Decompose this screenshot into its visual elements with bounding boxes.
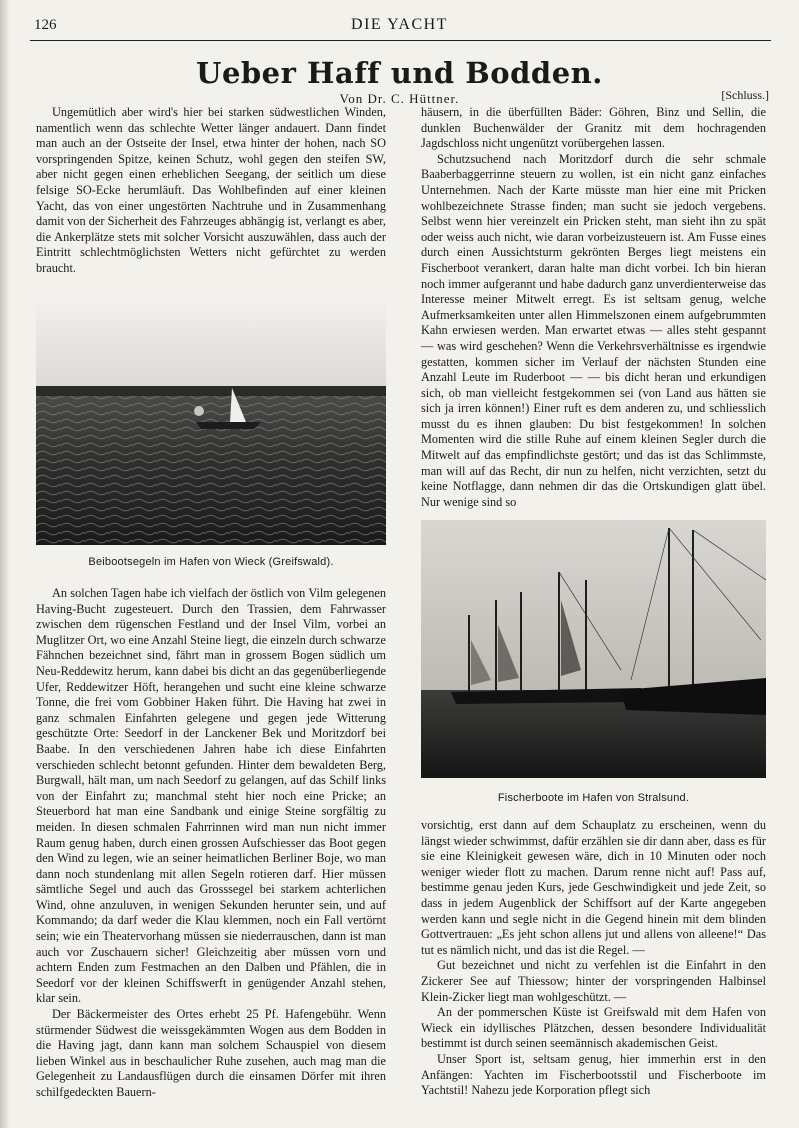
right-column-top	[421, 105, 766, 513]
article-title: Ueber Haff und Bodden.	[196, 56, 603, 90]
continued-note: [Schluss.]	[721, 88, 769, 102]
running-head: DIE YACHT	[351, 16, 448, 33]
paragraph: An der pommerschen Küste ist Greifswald mit dem Hafen von Wieck ein idyllisches Plätzchen, dessen besondere Individualität bestimmt ist durch seinen seemännisch akademischen Geist.	[421, 1005, 766, 1051]
paragraph: Unser Sport ist, seltsam genug, hier immerhin erst in den Anfängen: Yachten im Fischerbootsstil und Fischerboote im Yachtstil! Nahezu jede Korporation pflegt sich	[421, 1051, 766, 1098]
paragraph: An solchen Tagen habe ich vielfach der östlich von Vilm gelegenen Having-Bucht zugesteuert. Durch den Trassien, dem Fahrwasser zwischen dem rügenschen Festland und der Insel Vilm, vorbei an Muglitzer Ort, wo eine Anzahl Steine liegt, die einzeln durch schwarze Fähnchen bezeichnet sind, fährt man in grossem Bogen südlich um Neu-Reddewitz herum, kann dabei bis dicht an das gegenüberliegende Ufer, Reddewitzer Höft, herangehen und sucht eine kleine schwarze Tonne, die frei vom Gobbiner Haken führt. Die Having hat zwei in ganz schmalen Einfahrten gelegene und gegen jede Witterung geschützte Orte: Seedorf in der Lanckener Bek und Moritzdorf bei Baabe. In den verschiedenen Jahren habe ich diese Einfahrten verschieden schlecht betonnt gefunden. Hinter dem bewaldeten Berg, Burgwall, hält man, um nach Seedorf zu gelangen, auf das Schilf links von der Einfahrt zu; manchmal steht hier noch eine Pricke; an Steuerbord hat man eine Sandbank und einige Steine sorgfältig zu meiden. In diesen schmalen Fahrrinnen wird man nun nicht immer Raum genug haben, durch einen grossen Aufschiesser das Boot gegen den Wind zu legen, wie an seiner heimatlichen Berliner Boje, wo man dann noch stundenlang mit allen Segeln rotieren darf. Hier müssen sämtliche Segel und auch das Grosssegel bei starkem achterlichen Wind, ohne anzuluven, in wenigen Sekunden herunter sein, und auf Kommando; da darf weder die Klau klemmen, noch ein Fall vertörnt sein; wie ein Theatervorhang müssen sie niederrauschen, dann ist man auch vor Zuschauern sicher! Gleichzeitig aber müssen vorn und achtern Enden zum Festmachen an den Dalben und Pfählen, die in Seedorf vor der kleinen Schiffswerft in genügender Anzahl stehen, klar sein.	[36, 586, 386, 1006]
right-column-bottom	[421, 818, 766, 1120]
paragraph: vorsichtig, erst dann auf dem Schauplatz zu erscheinen, wenn du längst wieder schwimmst, dafür erzählen sie dir dann aber, dass es für sie eine Kleinigkeit gewesen wäre, dich in 10 Minuten oder noch weniger wieder flott zu machen. Darum renne nicht auf! Pass auf, bestimme genau jeden Kurs, jede Geschwindigkeit und jede Zeit, so dass in jedem Augenblick der Schiffsort auf der Karte angegeben werden kann und segle nicht in die Gegend hinein mit dem blinden Gottvertrauen: „Es jeht schon allens jut und allens von alleene!“ Das tut es nämlich nicht, und das ist die Regel. —	[421, 818, 766, 957]
paragraph: Schutzsuchend nach Moritzdorf durch die sehr schmale Baaberbaggerrinne steuern zu wollen, ist ein nicht ganz einfaches Unternehmen. Nach der Karte müsste man hier eine mit Pricken wohlbezeichnete Strasse finden; man sucht sie jedoch vergebens. Selbst wenn hier vereinzelt ein Pricken steht, man sieht ihn zu spät oder weiss auch nicht, wie daran vorbeizusteuern ist. Am Fusse eines durch einen Aussichtsturm gekrönten Berges liegt meistens ein Fischerboot verankert, daran halte man dicht vorbei. Ich bin hieran noch immer aufgerannt und habe dadurch ganz unverdienterweise das Interesse meiner Mitwelt erregt. Es ist seltsam genug, welche Aufmerksamkeiten unter allen Himmelszonen einem aufgebrummten Kahn erwiesen werden. Man erwartet etwas — alles steht gespannt — was wird geschehen? Wenn die Verkehrsverhältnisse es irgendwie gestatten, kommen sicher im Verlauf der nächsten Stunden eine Anzahl Leute im Ruderboot — — bis dicht heran und erkundigen sich, ob man vielleicht festgekommen sei (von Land aus hätten sie sich ja irren können!) Einer ruft es dem anderen zu, und schliesslich musst du es ihnen glauben: Du bist festgekommen! In solchen Momenten wird die stille Ruhe auf einem kleinen Segler durch die Mitwelt auf das empfindlichste gestört; und das ist das Schlimmste, man will auf das Recht, dir nun zu helfen, nicht verzichten, setzt du keine Notflagge, dann nehmen dir das die Ortskundigen glatt übel. Nur wenige sind so	[421, 151, 766, 509]
photo-fishing-boats	[421, 520, 766, 778]
paragraph: Ungemütlich aber wird's hier bei starken südwestlichen Winden, namentlich wenn das schlechte Wetter länger andauert. Dann findet man auch an der Ostseite der Insel, etwa hinter der hohen, nach SO vorspringenden Spitze, keinen Schutz, wohl gegen den steifen SW, aber nicht gegen einen erheblichen Seegang, der seitlich um diese felsige SO-Ecke herumläuft. Das Wohlbefinden auf einer kleinen Yacht, das von einer ungestörten Nachtruhe und in Zusammenhang damit von der Sicherheit des Fahrzeuges abhängig ist, verlangt es aber, die Ankerplätze stets mit solcher Vorsicht auszuwählen, dass auch der Eintritt schlechtmöglichsten Wetters nicht gefürchtet zu werden braucht.	[36, 105, 386, 275]
paragraph: Gut bezeichnet und nicht zu verfehlen ist die Einfahrt in den Zickerer See auf Thiessow; hinter der vorspringenden Halbinsel Klein-Zicker liegt man wohlgeschützt. —	[421, 958, 766, 1004]
left-column-bottom	[36, 586, 386, 1120]
figure-caption-1: Beibootsegeln im Hafen von Wieck (Greifswald).	[88, 556, 334, 568]
figure-caption-2: Fischerboote im Hafen von Stralsund.	[497, 792, 690, 804]
paragraph: häusern, in die überfüllten Bäder: Göhren, Binz und Sellin, die dunklen Buchenwälder der Granitz mit dem hochragenden Jagdschloss nicht ungenützt vorübergehen lassen.	[421, 105, 766, 151]
header-rule	[30, 40, 771, 41]
page-number: 126	[34, 17, 57, 33]
left-column-top	[36, 105, 386, 277]
page-spine-shadow	[0, 0, 10, 1128]
paragraph: Der Bäckermeister des Ortes erhebt 25 Pf. Hafengebühr. Wenn stürmender Südwest die weissgekämmten Wogen aus dem Bodden in die Having jagt, dann kann man solchem Schauspiel von diesem lieben Winkel aus in beschaulicher Ruhe zusehen, auch mag man die Gelegenheit zu Landausflügen durch die einsamen Dörfer mit ihren schilfgedeckten Bauern-	[36, 1007, 386, 1099]
photo-dinghy-sailing	[36, 296, 386, 545]
article-byline: Von Dr. C. Hüttner.	[339, 91, 460, 106]
